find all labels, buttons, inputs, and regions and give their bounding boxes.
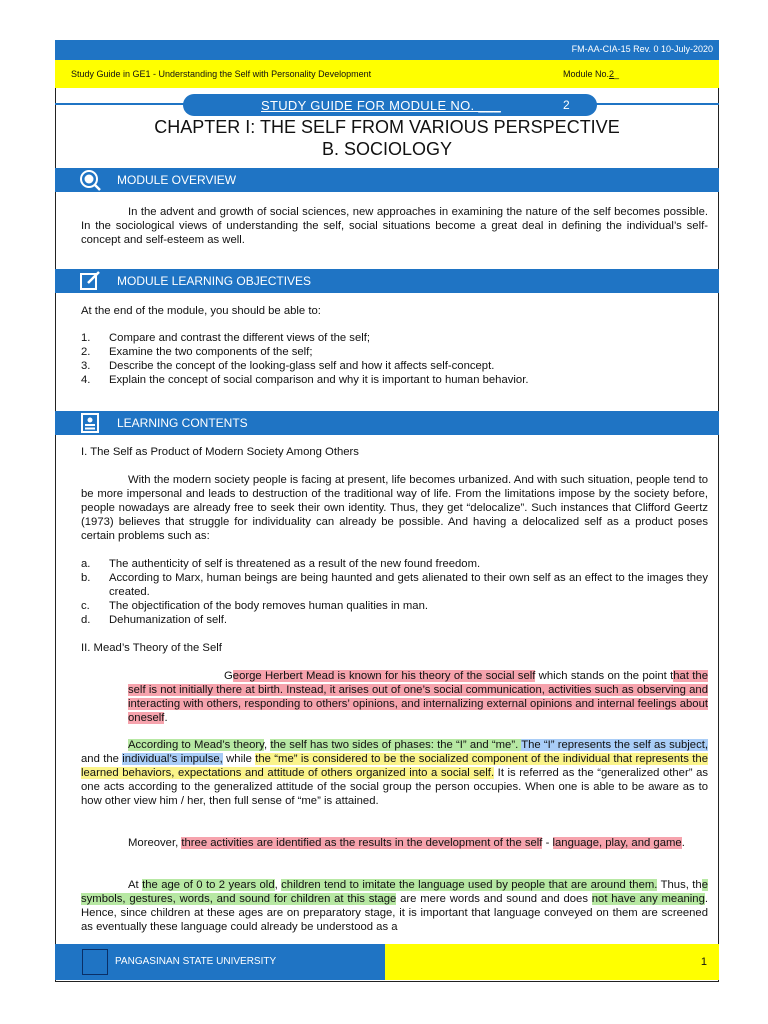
section-heading: LEARNING CONTENTS xyxy=(117,416,248,430)
section-2-title: II. Mead’s Theory of the Self xyxy=(81,642,222,654)
list-item: d. Dehumanization of self. xyxy=(81,614,228,626)
footer-page-bar xyxy=(385,944,719,980)
mead-paragraph-2: According to Mead’s theory, the self has two sides of phases: the “I” and “me”. The “I” represents the self as subject, and the individual’s impulse, while the “me” is considered to be the socialized component of the individual that represents the learned behaviors, expectations and attitude of others organized into a social self. It is referred as the “generalized other” as one acts according to the generalized attitude of the social group the person occupies. When one is able to be aware as to how other view him / her, then full sense of “me” is attained. xyxy=(81,739,708,807)
mead-paragraph-1: George Herbert Mead is known for his theory of the social self which stands on the point that the self is not initially there at birth. Instead, it arises out of one’s social communication, activities such as observing and interacting with others, responding to others’ opinions, and internalizing external opinions and internal feelings about oneself. xyxy=(128,670,708,724)
section-bar-overview xyxy=(55,168,719,192)
module-title-pill xyxy=(183,94,597,116)
section-heading: MODULE LEARNING OBJECTIVES xyxy=(117,274,312,288)
page-number: 1 xyxy=(700,956,707,968)
section-1-title: I. The Self as Product of Modern Society Among Others xyxy=(81,446,359,458)
pill-title: STUDY GUIDE FOR MODULE NO. ___ xyxy=(261,98,501,113)
chapter-title: CHAPTER I: THE SELF FROM VARIOUS PERSPECTIVE xyxy=(154,117,620,137)
magnifier-icon xyxy=(79,169,101,191)
mead-paragraph-4: At the age of 0 to 2 years old, children tend to imitate the language used by people that are around them. Thus, the symbols, gestures, words, and sound for children at this stage are mere words and sound and does not have any meaning. Hence, since children at these ages are on preparatory stage, it is important that language conveyed on them are screened as eventually these language could already be understood as a xyxy=(81,879,709,933)
module-number: 2 xyxy=(609,69,615,79)
top-header-bar xyxy=(55,40,719,60)
problems-list xyxy=(81,557,708,627)
document-person-icon xyxy=(79,412,101,434)
section-bar-contents xyxy=(55,411,719,435)
chapter-subtitle: B. SOCIOLOGY xyxy=(321,139,453,159)
footer-university-bar xyxy=(55,944,385,980)
list-item: 3. Describe the concept of the looking-glass self and how it affects self-concept. xyxy=(81,360,495,372)
list-item: 1. Compare and contrast the different views of the self; xyxy=(81,332,371,344)
pill-number: 2 xyxy=(563,98,570,112)
list-item: c. The objectification of the body removes human qualities in man. xyxy=(81,600,428,612)
objectives-intro: At the end of the module, you should be able to: xyxy=(81,305,321,317)
section-heading: MODULE OVERVIEW xyxy=(117,173,237,187)
module-number-label: Module No.2_ xyxy=(563,69,620,79)
list-item: 4. Explain the concept of social comparison and why it is important to human behavior. xyxy=(81,374,529,386)
section-bar-objectives xyxy=(55,269,719,293)
logo-placeholder xyxy=(82,949,108,975)
mead-paragraph-3: Moreover, three activities are identified as the results in the development of the self - language, play, and game. xyxy=(128,837,685,849)
overview-text: In the advent and growth of social sciences, new approaches in examining the nature of the self becomes possible. In the sociological views of understanding the self, social situations become a great deal in defining the individual’s self-concept and self-esteem as well. xyxy=(81,206,708,246)
edit-pencil-icon xyxy=(79,270,101,292)
university-name: PANGASINAN STATE UNIVERSITY xyxy=(115,956,277,967)
document-code: FM-AA-CIA-15 Rev. 0 10-July-2020 xyxy=(571,44,713,54)
objectives-list xyxy=(81,331,708,387)
guide-header-bar xyxy=(55,60,719,88)
list-item: 2. Examine the two components of the self; xyxy=(81,346,313,358)
section-1-paragraph: With the modern society people is facing at present, life becomes urbanized. And with such situation, people tend to be more impersonal and leads to destruction of the traditional way of life. From the limitations impose by the society before, people nowadays are already free to seek their own identity. Thus, they get “delocalize”. Such instances that Clifford Geertz (1973) believes that struggle for individuality can already be possible. And having a delocalized self as a product poses certain problems such as: xyxy=(81,474,708,542)
chapter-heading xyxy=(55,116,719,160)
list-item: b. According to Marx, human beings are being haunted and gets alienated to their own self as an effect to the images they created. xyxy=(81,572,708,598)
guide-title: Study Guide in GE1 - Understanding the Self with Personality Development xyxy=(71,69,372,79)
list-item: a. The authenticity of self is threatened as a result of the new found freedom. xyxy=(81,558,481,570)
